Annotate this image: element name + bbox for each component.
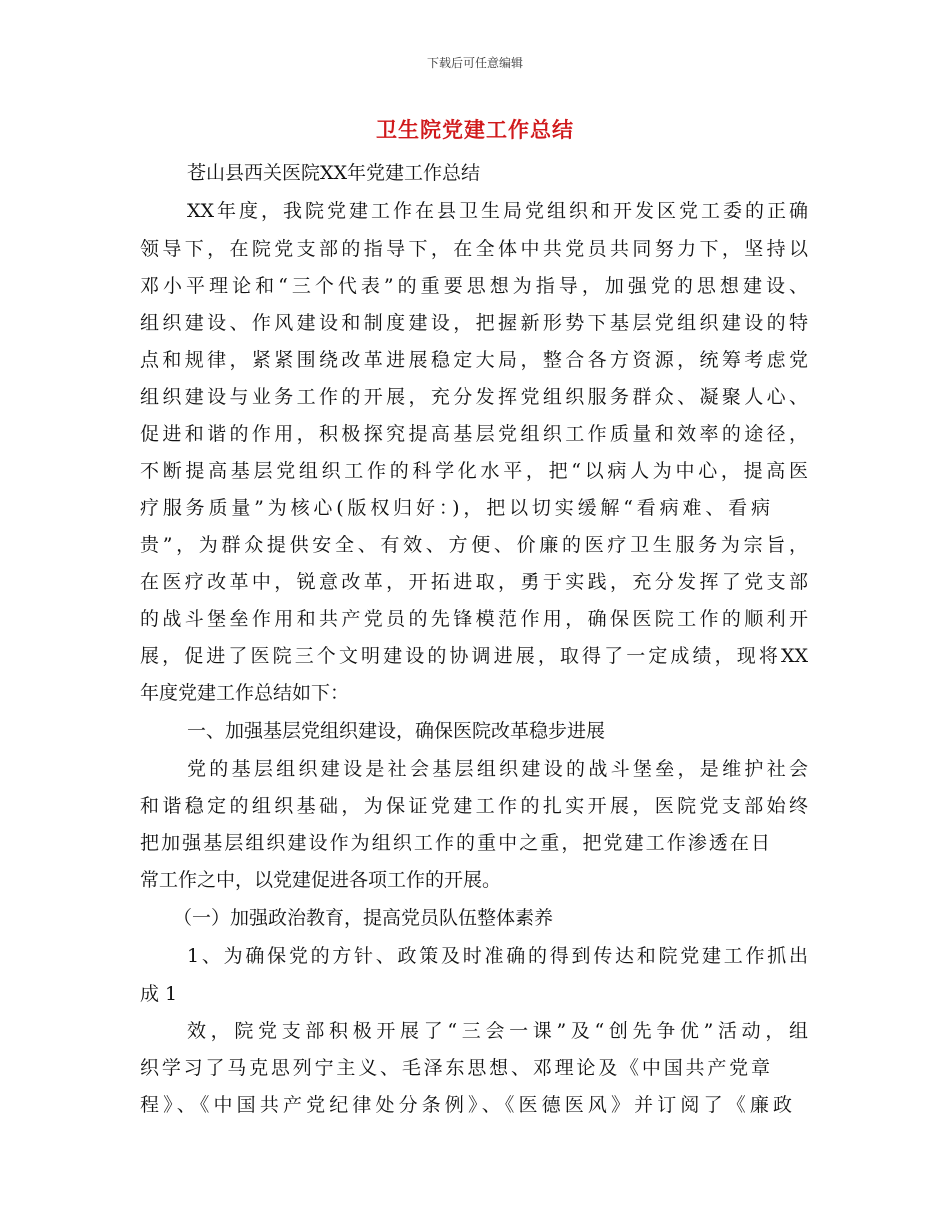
paragraph-line: 的战斗堡垒作用和共产党员的先锋模范作用，确保医院工作的顺利开: [140, 608, 808, 630]
paragraph-line: 效，院党支部积极开展了“三会一课”及“创先争优”活动，组: [187, 1020, 808, 1042]
paragraph-line: 点和规律，紧紧围绕改革进展稳定大局，整合各方资源，统筹考虑党: [140, 349, 808, 371]
paragraph-line: 在医疗改革中，锐意改革，开拓进取，勇于实践，充分发挥了党支部: [140, 571, 808, 593]
paragraph-line: 组织建设与业务工作的开展，充分发挥党组织服务群众、凝聚人心、: [140, 386, 808, 408]
paragraph-line: 展，促进了医院三个文明建设的协调进展，取得了一定成绩，现将XX: [140, 645, 808, 667]
paragraph-line: 程》、《中国共产党纪律处分条例》、《医德医风》并订阅了《廉政: [140, 1094, 792, 1116]
paragraph-line: 织学习了马克思列宁主义、毛泽东思想、邓理论及《中国共产党章: [140, 1057, 770, 1079]
paragraph-line: 组织建设、作风建设和制度建设，把握新形势下基层党组织建设的特: [140, 312, 808, 334]
paragraph-line: 常工作之中，以党建促进各项工作的开展。: [140, 869, 502, 891]
subsection-heading: （一）加强政治教育，提高党员队伍整体素养: [173, 907, 554, 929]
header-note: 下载后可任意编辑: [426, 56, 523, 70]
paragraph-line: 疗服务质量”为核心(版权归好：)，把以切实缓解“看病难、看病: [140, 497, 770, 519]
page-number-line: 成 1: [140, 983, 178, 1005]
paragraph-line: 不断提高基层党组织工作的科学化水平，把“以病人为中心，提高医: [140, 460, 808, 482]
paragraph-line: 领导下，在院党支部的指导下，在全体中共党员共同努力下，坚持以: [140, 238, 808, 260]
paragraph-line: 党的基层组织建设是社会基层组织建设的战斗堡垒，是维护社会: [187, 758, 808, 780]
paragraph-line: XX年度，我院党建工作在县卫生局党组织和开发区党工委的正确: [187, 200, 808, 222]
paragraph-line: 促进和谐的作用，积极探究提高基层党组织工作质量和效率的途径，: [140, 423, 808, 445]
paragraph-line: 贵”，为群众提供安全、有效、方便、价廉的医疗卫生服务为宗旨，: [140, 534, 808, 556]
paragraph-line: 和谐稳定的组织基础，为保证党建工作的扎实开展，医院党支部始终: [140, 795, 808, 817]
paragraph-line: 邓小平理论和“三个代表”的重要思想为指导，加强党的思想建设、: [140, 275, 808, 297]
paragraph-line: 1、为确保党的方针、政策及时准确的得到传达和院党建工作抓出: [187, 945, 808, 967]
subtitle-line: 苍山县西关医院XX年党建工作总结: [187, 162, 481, 184]
paragraph-line: 把加强基层组织建设作为组织工作的重中之重，把党建工作渗透在日: [140, 832, 770, 854]
section-heading: 一、加强基层党组织建设，确保医院改革稳步进展: [187, 720, 606, 742]
paragraph-line: 年度党建工作总结如下：: [140, 682, 350, 704]
document-title: 卫生院党建工作总结: [376, 118, 574, 142]
